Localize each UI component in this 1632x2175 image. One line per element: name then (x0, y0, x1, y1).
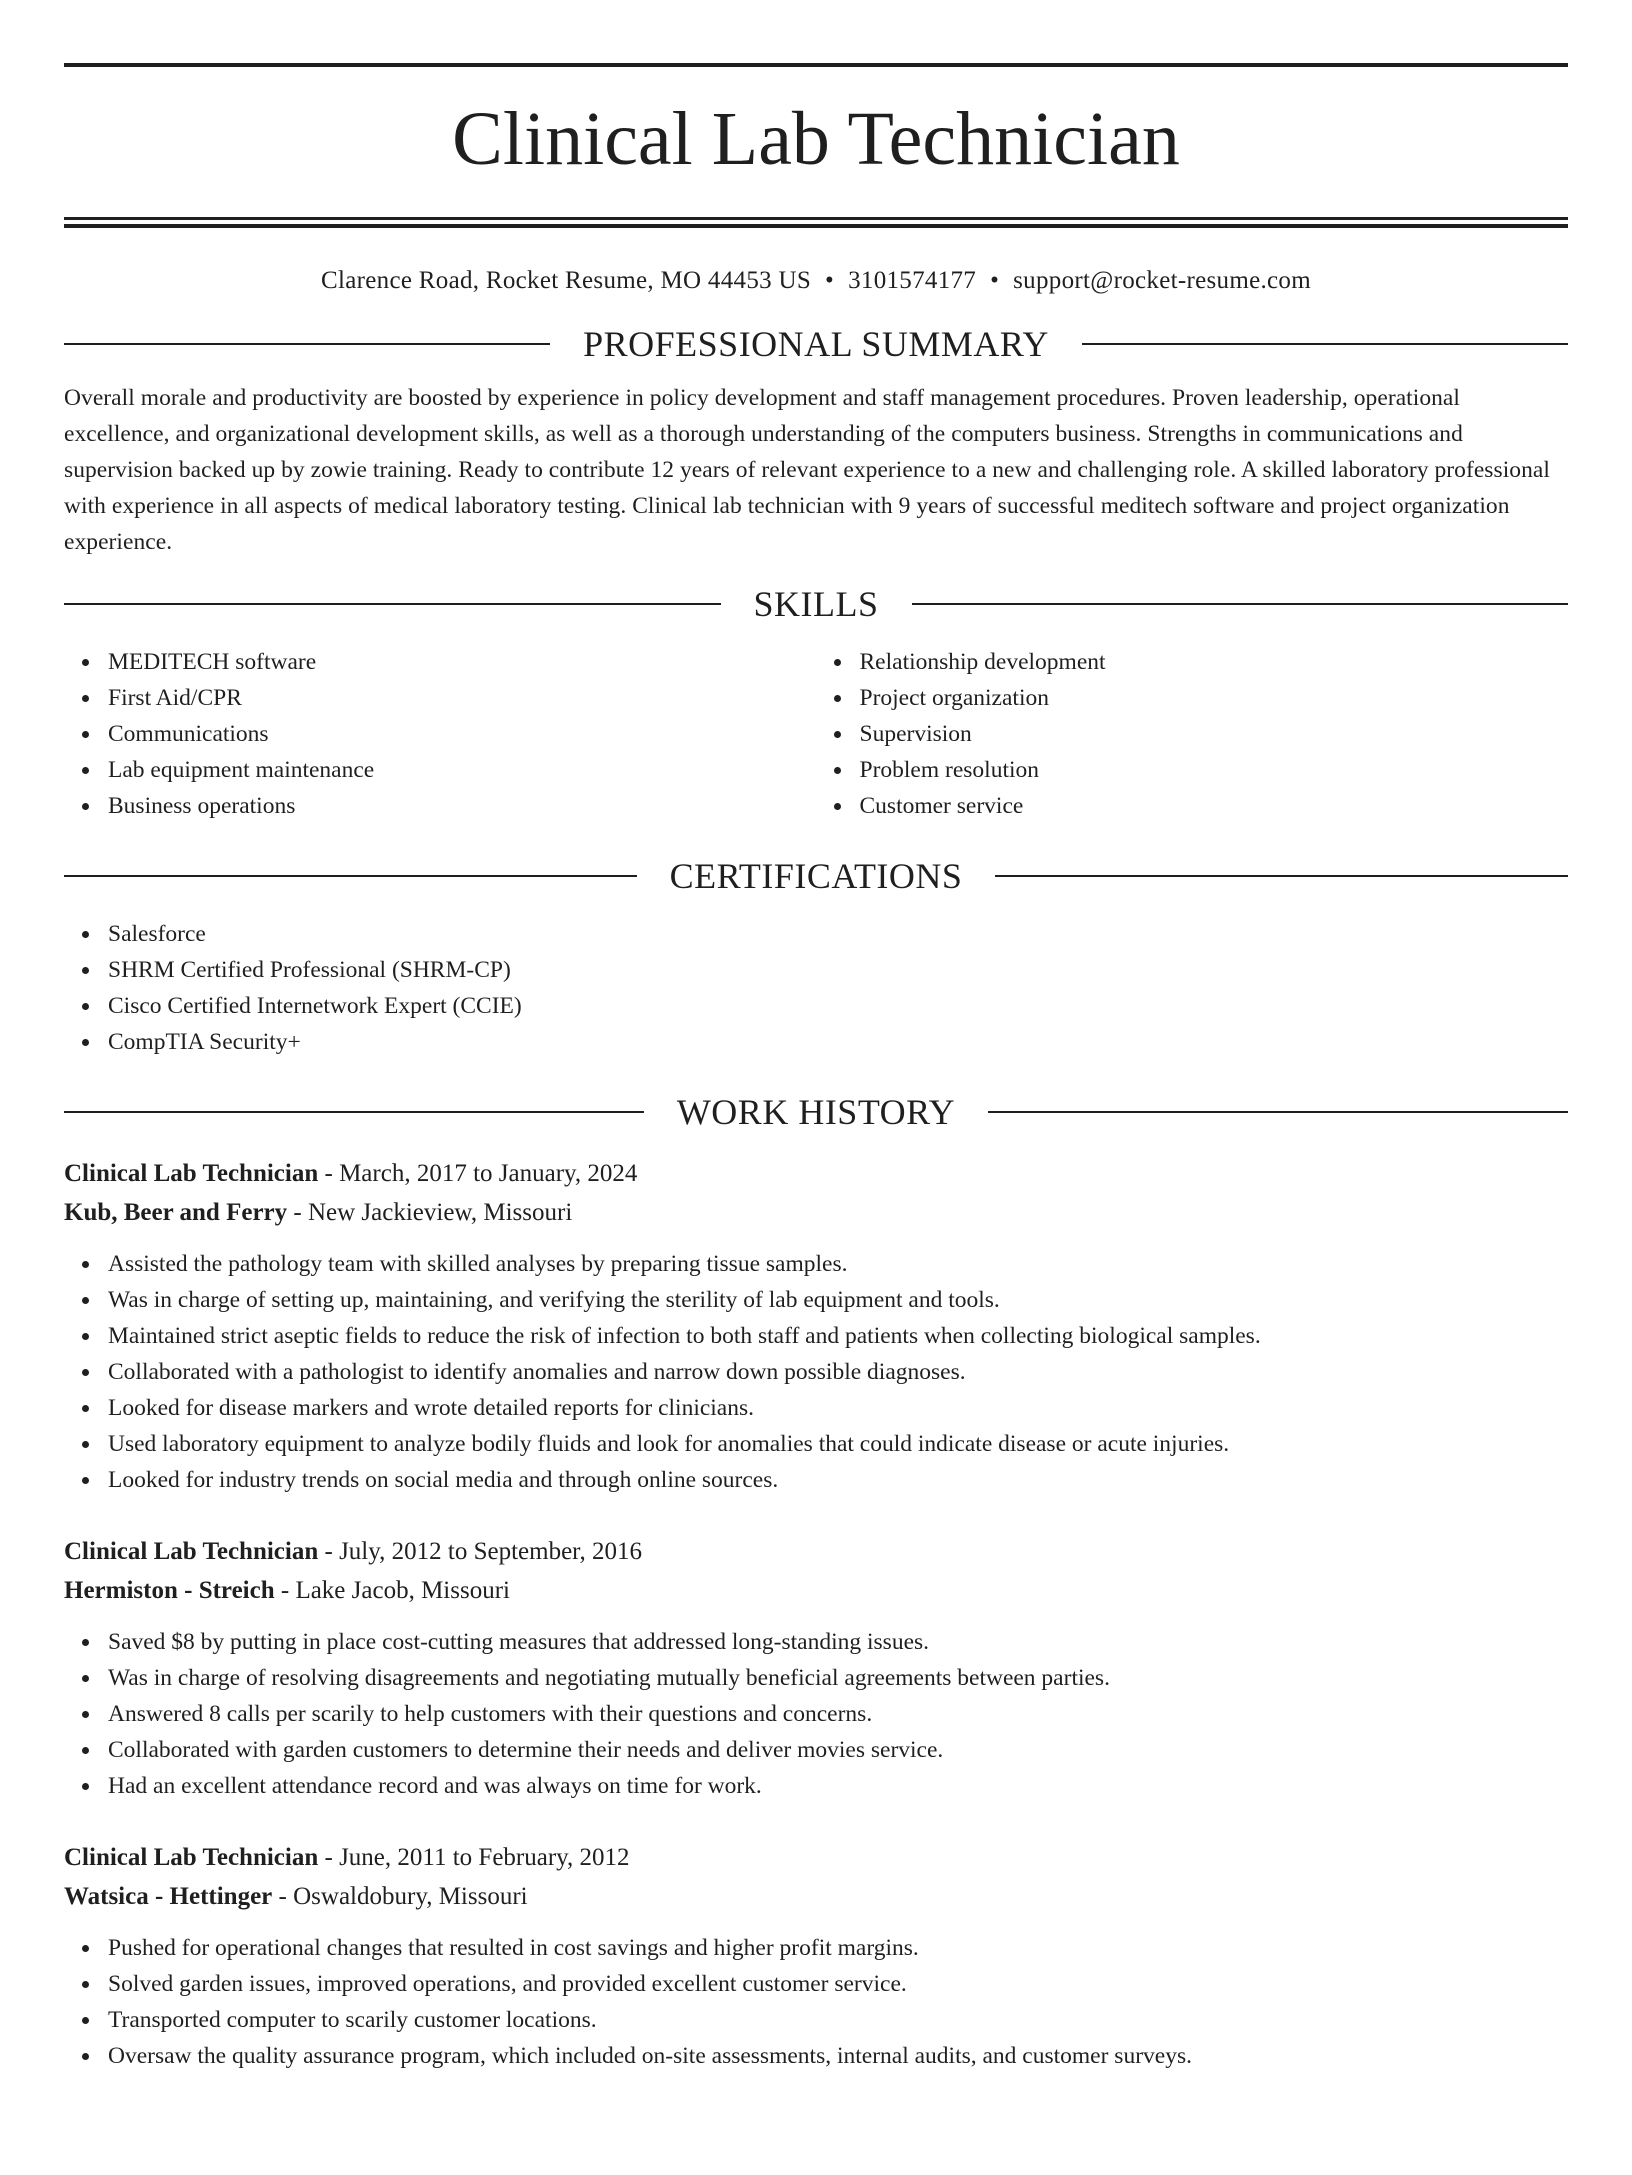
job-duty-item: Used laboratory equipment to analyze bodily fluids and look for anomalies that could indicate disease or acute injuries. (108, 1426, 1568, 1462)
contact-separator: • (990, 267, 1000, 294)
skill-item: Project organization (860, 680, 1569, 716)
job-company-line (64, 1193, 1568, 1232)
certification-item: Cisco Certified Internetwork Expert (CCIE) (108, 988, 1568, 1024)
job-duty-item: Maintained strict aseptic fields to reduce the risk of infection to both staff and patients when collecting biological samples. (108, 1318, 1568, 1354)
job-company: Hermiston - Streich (64, 1577, 275, 1604)
skill-item: Relationship development (860, 644, 1569, 680)
job-title: Clinical Lab Technician (64, 1844, 319, 1871)
contact-line (64, 264, 1568, 298)
heading-rule (988, 1111, 1568, 1113)
certifications-list (64, 916, 1568, 1060)
heading-rule (64, 1111, 644, 1113)
skill-item: First Aid/CPR (108, 680, 817, 716)
certification-item: CompTIA Security+ (108, 1024, 1568, 1060)
contact-separator: • (825, 267, 835, 294)
dash-separator: - (318, 1160, 340, 1187)
job-title-line (64, 1154, 1568, 1193)
job-dates: June, 2011 to February, 2012 (339, 1844, 630, 1871)
contact-email: support@rocket-resume.com (1013, 267, 1311, 294)
certification-item: Salesforce (108, 916, 1568, 952)
contact-address: Clarence Road, Rocket Resume, MO 44453 US (321, 267, 812, 294)
job-duty-item: Transported computer to scarily customer locations. (108, 2002, 1568, 2038)
heading-rule (64, 603, 721, 605)
header-double-rule (64, 217, 1568, 228)
dash-separator: - (274, 1577, 296, 1604)
job-company-line (64, 1571, 1568, 1610)
contact-phone: 3101574177 (848, 267, 977, 294)
skills-list-right (817, 644, 1569, 824)
skill-item: Customer service (860, 788, 1569, 824)
job-duty-item: Pushed for operational changes that resulted in cost savings and higher profit margins. (108, 1930, 1568, 1966)
heading-rule (64, 343, 550, 345)
job-entry (64, 1838, 1568, 2074)
job-title: Clinical Lab Technician (64, 1160, 319, 1187)
job-company: Watsica - Hettinger (64, 1883, 273, 1910)
job-duties-list (64, 1624, 1568, 1804)
job-location: Oswaldobury, Missouri (293, 1883, 528, 1910)
certification-item: SHRM Certified Professional (SHRM-CP) (108, 952, 1568, 988)
section-title: SKILLS (753, 584, 879, 624)
dash-separator: - (318, 1538, 340, 1565)
job-duties-list (64, 1246, 1568, 1498)
job-location: New Jackieview, Missouri (307, 1199, 573, 1226)
job-duties-list (64, 1930, 1568, 2074)
heading-rule (995, 875, 1568, 877)
job-duty-item: Answered 8 calls per scarily to help customers with their questions and concerns. (108, 1696, 1568, 1732)
job-title: Clinical Lab Technician (64, 1538, 319, 1565)
section-heading-summary (64, 326, 1568, 362)
section-heading-certifications (64, 858, 1568, 894)
section-title: PROFESSIONAL SUMMARY (583, 324, 1049, 364)
job-company-line (64, 1877, 1568, 1916)
section-heading-skills (64, 586, 1568, 622)
job-duty-item: Looked for industry trends on social media and through online sources. (108, 1462, 1568, 1498)
skills-grid (64, 644, 1568, 824)
header-top-rule (64, 63, 1568, 67)
skill-item: Business operations (108, 788, 817, 824)
skill-item: MEDITECH software (108, 644, 817, 680)
resume-page (0, 63, 1632, 2175)
skill-item: Lab equipment maintenance (108, 752, 817, 788)
job-duty-item: Assisted the pathology team with skilled analyses by preparing tissue samples. (108, 1246, 1568, 1282)
job-title-line (64, 1838, 1568, 1877)
dash-separator: - (318, 1844, 340, 1871)
section-title: WORK HISTORY (676, 1092, 956, 1132)
job-duty-item: Saved $8 by putting in place cost-cutting measures that addressed long-standing issues. (108, 1624, 1568, 1660)
job-entry (64, 1532, 1568, 1804)
heading-rule (1082, 343, 1568, 345)
dash-separator: - (287, 1199, 308, 1226)
job-duty-item: Collaborated with garden customers to determine their needs and deliver movies service. (108, 1732, 1568, 1768)
job-title-line (64, 1532, 1568, 1571)
job-duty-item: Was in charge of setting up, maintaining, and verifying the sterility of lab equipment and tools. (108, 1282, 1568, 1318)
job-duty-item: Collaborated with a pathologist to identify anomalies and narrow down possible diagnoses. (108, 1354, 1568, 1390)
job-duty-item: Was in charge of resolving disagreements and negotiating mutually beneficial agreements between parties. (108, 1660, 1568, 1696)
job-duty-item: Looked for disease markers and wrote detailed reports for clinicians. (108, 1390, 1568, 1426)
dash-separator: - (272, 1883, 294, 1910)
section-title: CERTIFICATIONS (669, 856, 963, 896)
job-entry (64, 1154, 1568, 1498)
job-duty-item: Oversaw the quality assurance program, which included on-site assessments, internal audits, and customer surveys. (108, 2038, 1568, 2074)
job-duty-item: Had an excellent attendance record and was always on time for work. (108, 1768, 1568, 1804)
skill-item: Communications (108, 716, 817, 752)
skills-list-left (64, 644, 817, 824)
summary-text: Overall morale and productivity are boosted by experience in policy development and staff management procedures. Proven leadership, operational excellence, and organizational development skills, as well as a thorough understanding of the computers business. Strengths in communications and supervision backed up by zowie training. Ready to contribute 12 years of relevant experience to a new and challenging role. A skilled laboratory professional with experience in all aspects of medical laboratory testing. Clinical lab technician with 9 years of successful meditech software and project organization experience. (64, 385, 1550, 555)
section-heading-work-history (64, 1094, 1568, 1130)
job-company: Kub, Beer and Ferry (64, 1199, 288, 1226)
job-duty-item: Solved garden issues, improved operations, and provided excellent customer service. (108, 1966, 1568, 2002)
skill-item: Problem resolution (860, 752, 1569, 788)
heading-rule (912, 603, 1569, 605)
job-dates: July, 2012 to September, 2016 (339, 1538, 642, 1565)
heading-rule (64, 875, 637, 877)
candidate-name: Clinical Lab Technician (452, 97, 1180, 181)
skill-item: Supervision (860, 716, 1569, 752)
job-location: Lake Jacob, Missouri (295, 1577, 510, 1604)
job-dates: March, 2017 to January, 2024 (339, 1160, 638, 1187)
